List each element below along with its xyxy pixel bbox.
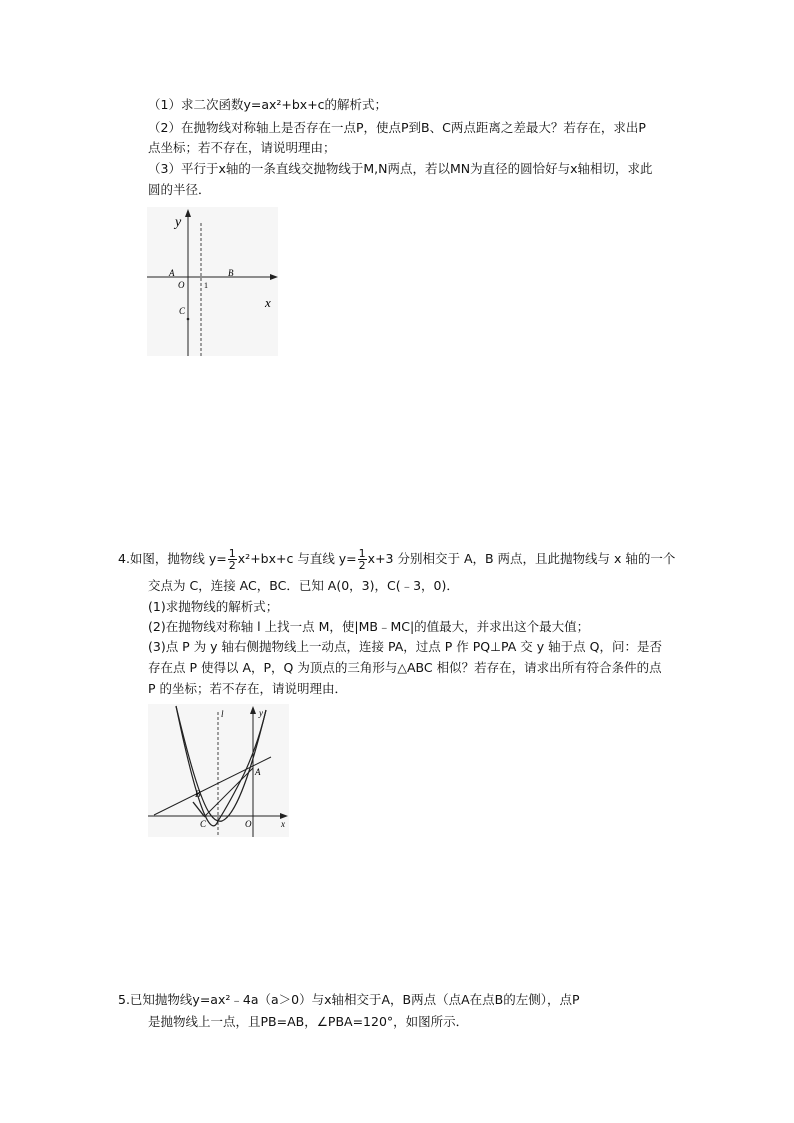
p3-y-arrow bbox=[185, 209, 191, 217]
p4-fraction-1-num: 1 bbox=[228, 547, 236, 560]
p4-label-l: l bbox=[221, 709, 224, 719]
p4-label-b: B bbox=[195, 789, 201, 799]
p4-label-x: x bbox=[281, 819, 285, 829]
p4-fraction-1 bbox=[228, 548, 237, 571]
p3-question-1: （1）求二次函数y=ax²+bx+c的解析式； bbox=[148, 97, 388, 112]
p3-label-y: y bbox=[175, 215, 182, 230]
p4-fraction-1-den: 2 bbox=[228, 559, 236, 572]
p3-question-2-line-1: （2）在抛物线对称轴上是否存在一点P，使点P到B、C两点距离之差最大？若存在，求出P bbox=[148, 120, 646, 135]
p4-label-a: A bbox=[255, 767, 261, 777]
p4-fraction-2-den: 2 bbox=[358, 559, 366, 572]
p3-question-2-line-2: 点坐标；若不存在，请说明理由； bbox=[148, 140, 336, 155]
p3-label-b: B bbox=[228, 268, 234, 278]
p4-figure bbox=[148, 704, 289, 837]
p4-y-arrow bbox=[250, 706, 256, 714]
p4-label-o: O bbox=[245, 819, 252, 829]
p5-line-1: 5.已知抛物线y=ax²﹣4a（a＞0）与x轴相交于A，B两点（点A在点B的左侧），点P bbox=[118, 992, 580, 1007]
p4-part-1: x²+bx+c 与直线 y= bbox=[237, 551, 357, 566]
p4-label-y: y bbox=[259, 708, 263, 718]
p3-question-3-line-1: （3）平行于x轴的一条直线交抛物线于M,N两点，若以MN为直径的圆恰好与x轴相切，求此 bbox=[148, 161, 653, 176]
p5-line-2: 是抛物线上一点，且PB=AB，∠PBA=120°，如图所示． bbox=[148, 1014, 469, 1029]
p4-fraction-2-num: 1 bbox=[358, 547, 366, 560]
p3-point-c bbox=[187, 318, 190, 321]
p4-line-2: 交点为 C，连接 AC，BC．已知 A(0，3)，C(﹣3，0)． bbox=[148, 578, 459, 593]
p4-line-ac bbox=[204, 768, 253, 817]
p4-part-2: x+3 分别相交于 A，B 两点，且此抛物线与 x 轴的一个 bbox=[367, 551, 676, 566]
p4-question-3-line-1: (3)点 P 为 y 轴右侧抛物线上一动点，连接 PA，过点 P 作 PQ⊥PA 交 y 轴于点 Q，问：是否 bbox=[148, 639, 662, 654]
p4-question-2: (2)在抛物线对称轴 l 上找一点 M，使|MB﹣MC|的值最大，并求出这个最大值； bbox=[148, 619, 590, 634]
p3-question-3-line-2: 圆的半径． bbox=[148, 182, 211, 197]
p3-x-arrow bbox=[270, 274, 278, 280]
p4-prefix: 4.如图，抛物线 y= bbox=[118, 551, 227, 566]
p3-label-one: 1 bbox=[204, 281, 208, 290]
p3-label-x: x bbox=[265, 295, 271, 310]
p4-question-1: (1)求抛物线的解析式； bbox=[148, 599, 279, 614]
p4-line-1 bbox=[118, 541, 675, 577]
p4-label-c: C bbox=[200, 819, 207, 829]
p4-question-3-line-3: P 的坐标；若不存在，请说明理由． bbox=[148, 681, 348, 696]
p3-label-c: C bbox=[179, 306, 186, 316]
p3-label-o: O bbox=[178, 280, 185, 290]
p3-figure bbox=[147, 207, 278, 356]
p4-fraction-2 bbox=[358, 548, 367, 571]
p4-question-3-line-2: 存在点 P 使得以 A，P，Q 为顶点的三角形与△ABC 相似？若存在，请求出所有符合条件的点 bbox=[148, 660, 662, 675]
p3-label-a: A bbox=[169, 268, 175, 278]
